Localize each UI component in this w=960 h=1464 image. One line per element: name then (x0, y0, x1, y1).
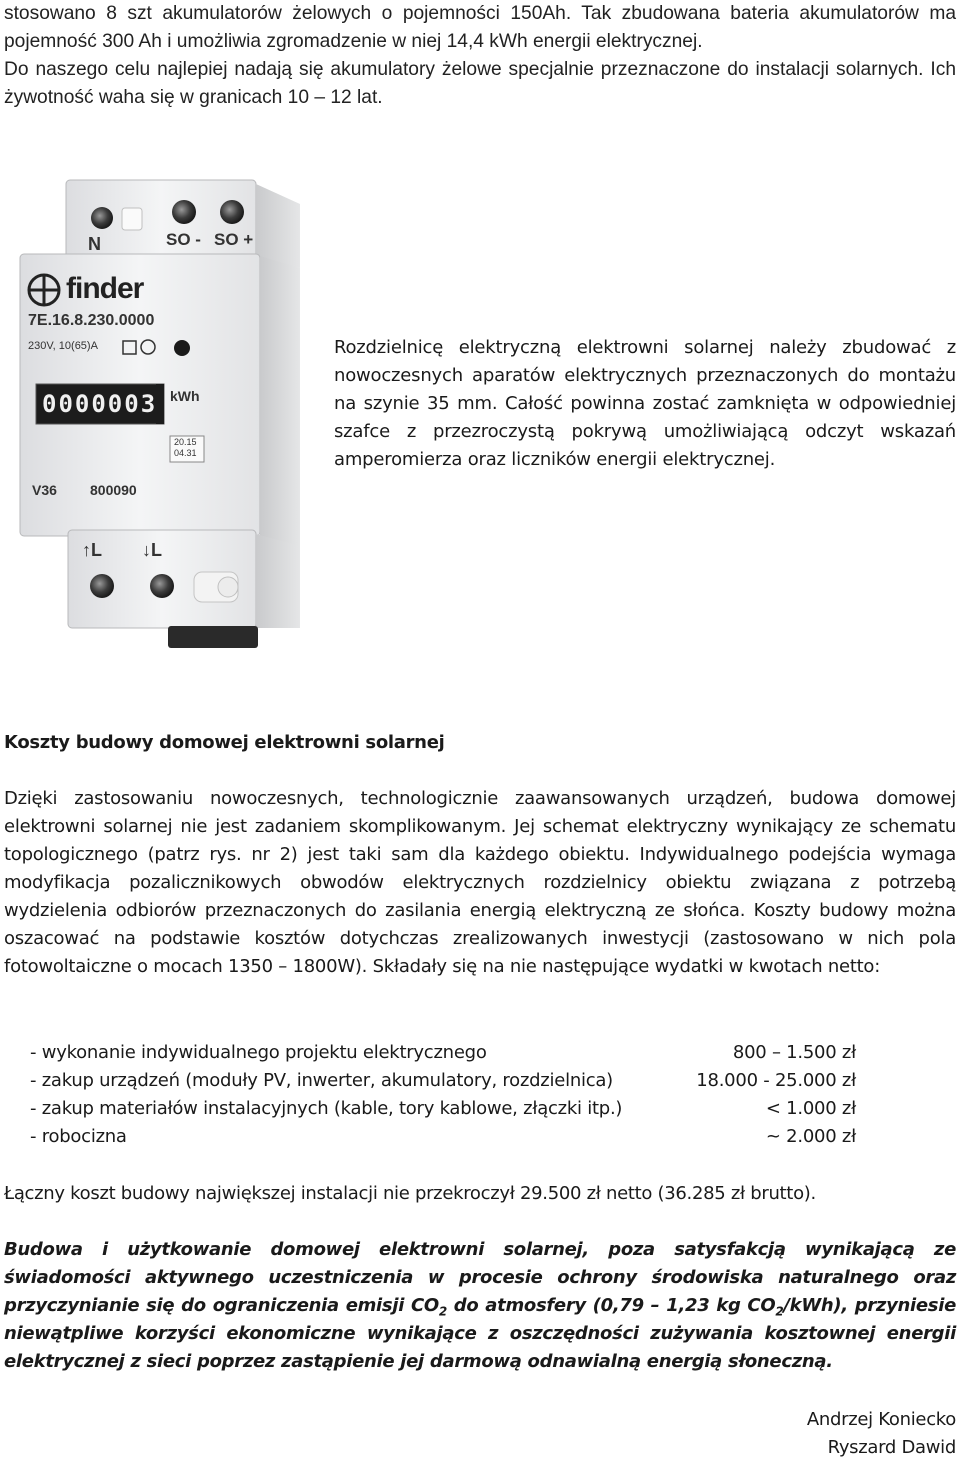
authors-block (807, 1406, 956, 1462)
intro-paragraph (4, 0, 956, 112)
meter-label-in-l: ↑L (82, 540, 102, 560)
switchboard-paragraph: Rozdzielnicę elektryczną elektrowni solarnej należy zbudować z nowoczesnych aparatów elektrycznych przeznaczonych do montażu na szynie 35 mm. Całość powinna zostać zamknięta w odpowiedniej szafce z przezroczystą pokrywą umożliwiającą odczyt wskazań amperomierza oraz liczników energii elektrycznej. (334, 337, 956, 470)
author-name: Andrzej Koniecko (806, 1409, 956, 1430)
cost-row (30, 1039, 856, 1067)
meter-label-so-plus: SO + (214, 230, 254, 249)
conclusion-paragraph (4, 1236, 956, 1376)
co2-subscript: 2 (775, 1304, 784, 1319)
meter-model: 7E.16.8.230.0000 (28, 312, 155, 329)
meter-brand-logo: finder (66, 272, 144, 305)
meter-label-so-minus: SO - (166, 230, 201, 249)
cost-amount: 800 – 1.500 zł (732, 1042, 856, 1063)
cost-item: - zakup materiałów instalacyjnych (kable, tory kablowe, złączki itp.) (30, 1098, 623, 1119)
co2-subscript: 2 (438, 1304, 447, 1319)
meter-left-code: V36 (32, 482, 57, 498)
meter-label-out-l: ↓L (142, 540, 162, 560)
meter-code-line-2: 04.31 (174, 448, 197, 458)
meter-counter-digits: 0000003 (42, 390, 158, 418)
energy-meter-photo (18, 178, 308, 653)
cost-amount: < 1.000 zł (765, 1098, 856, 1119)
intro-text-1: stosowano 8 szt akumulatorów żelowych o pojemności 150Ah. Tak zbudowana bateria akumulatorów ma pojemność 300 Ah i umożliwia zgromadzenie w niej 14,4 kWh energii elektrycznej. (4, 3, 956, 52)
section-heading: Koszty budowy domowej elektrowni solarnej (4, 732, 445, 753)
meter-code-line-1: 20.15 (174, 437, 197, 447)
meter-serial: 800090 (90, 482, 137, 498)
conclusion-part-2: do atmosfery (0,79 – 1,23 kg CO (446, 1295, 776, 1316)
cost-amount: ~ 2.000 zł (765, 1126, 856, 1147)
costs-intro-paragraph: Dzięki zastosowaniu nowoczesnych, technologicznie zaawansowanych urządzeń, budowa domowej elektrowni solarnej nie jest zadaniem skomplikowanym. Jej schemat elektryczny wynikający ze schematu topologicznego (patrz rys. nr 2) jest taki sam dla każdego obiektu. Indywidualnego podejścia wymaga modyfikacja pozalicznikowych obwodów elektrycznych rozdzielnicy obiektu związana z potrzebą wydzielenia odbiorów przeznaczonych do zasilania energią elektryczną ze słońca. Koszty budowy można oszacować na podstawie kosztów dotychczas zrealizowanych inwestycji (zastosowano w nich pola fotowoltaiczne o mocach 1350 – 1800W). Składały się na nie następujące wydatki w kwotach netto: (4, 788, 956, 977)
cost-item: - wykonanie indywidualnego projektu elektrycznego (30, 1042, 487, 1063)
cost-list (30, 1039, 856, 1151)
cost-row (30, 1095, 856, 1123)
cost-row (30, 1067, 856, 1095)
cost-amount: 18.000 - 25.000 zł (696, 1070, 856, 1091)
author-name: Ryszard Dawid (827, 1437, 956, 1458)
cost-item: - zakup urządzeń (moduły PV, inwerter, akumulatory, rozdzielnica) (30, 1070, 613, 1091)
meter-unit-kwh: kWh (170, 388, 200, 404)
cost-row (30, 1123, 856, 1151)
total-cost-text: Łączny koszt budowy największej instalacji nie przekroczył 29.500 zł netto (36.285 zł brutto). (4, 1183, 816, 1204)
cost-item: - robocizna (30, 1126, 127, 1147)
conclusion-part-3: /kWh), przyniesie niewątpliwe korzyści ekonomiczne wynikające z oszczędności zużywania kosztownej energii elektrycznej z sieci poprzez zastąpienie jej darmową odnawialną energią słoneczną. (4, 1295, 956, 1372)
intro-text-2: Do naszego celu najlepiej nadają się akumulatory żelowe specjalnie przeznaczone do instalacji solarnych. Ich żywotność waha się w granicach 10 – 12 lat. (4, 59, 956, 108)
meter-label-n: N (88, 234, 101, 254)
meter-rating: 230V, 10(65)A (28, 340, 98, 352)
conclusion-part-1: Budowa i użytkowanie domowej elektrowni solarnej, poza satysfakcją wynikającą ze świadomości aktywnego uczestniczenia w procesie ochrony środowiska naturalnego oraz przyczynianie się do ograniczenia emisji CO (4, 1239, 956, 1316)
